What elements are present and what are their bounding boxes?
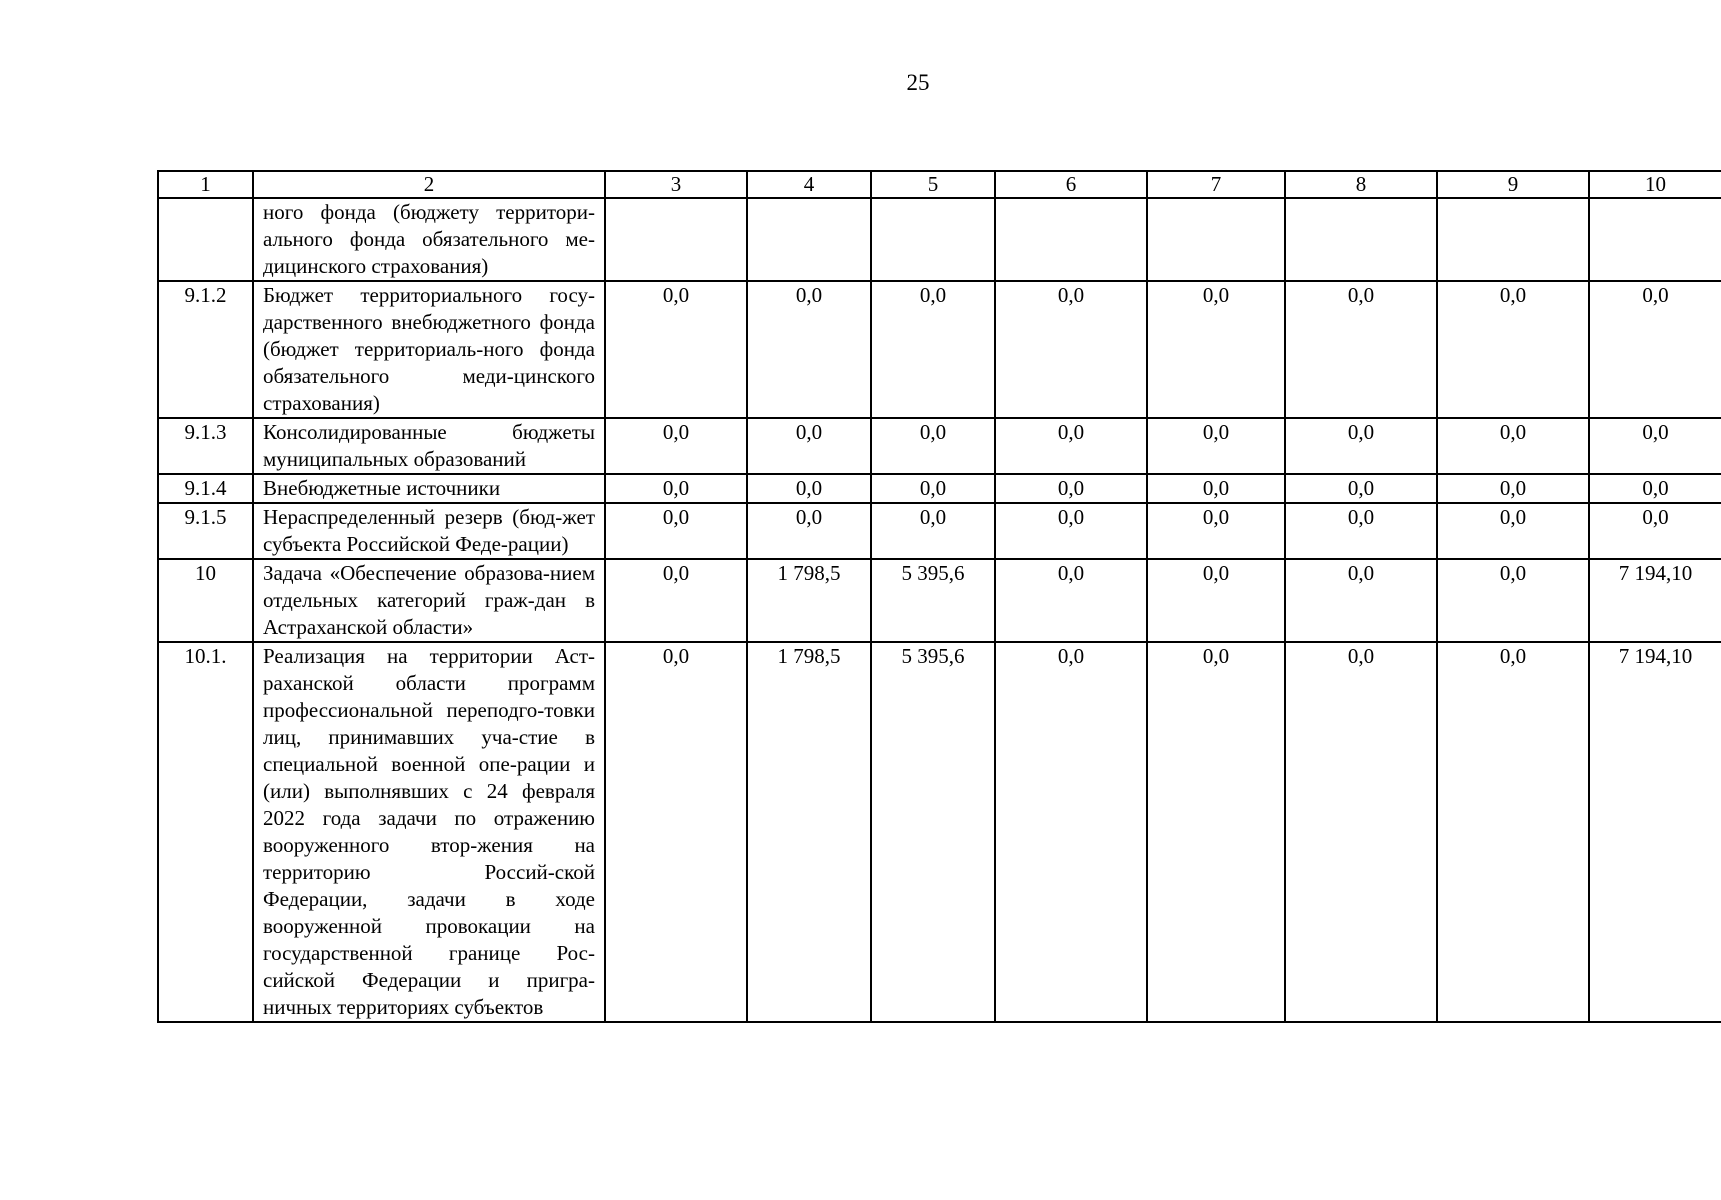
value-cell: 0,0 [1437,474,1589,503]
value-cell: 0,0 [605,418,747,474]
column-header: 2 [253,171,605,198]
value-cell: 0,0 [871,281,995,418]
value-cell: 1 798,5 [747,559,871,642]
table-row [158,418,1721,474]
row-number: 10 [158,559,253,642]
header-row [158,171,1721,198]
row-number: 9.1.2 [158,281,253,418]
row-description: Консолидированные бюджеты муниципальных образований [253,418,605,474]
row-description: Внебюджетные источники [253,474,605,503]
column-header: 5 [871,171,995,198]
value-cell: 0,0 [995,281,1147,418]
value-cell: 0,0 [1147,559,1285,642]
value-cell: 0,0 [1147,474,1285,503]
table-row [158,281,1721,418]
value-cell: 0,0 [1437,503,1589,559]
value-cell [1147,198,1285,281]
value-cell: 0,0 [1285,418,1437,474]
value-cell: 0,0 [1285,281,1437,418]
value-cell [995,198,1147,281]
page-number [0,70,1721,96]
column-header: 1 [158,171,253,198]
value-cell: 0,0 [995,642,1147,1022]
column-header: 10 [1589,171,1721,198]
value-cell: 0,0 [1589,503,1721,559]
table-row [158,503,1721,559]
value-cell: 0,0 [605,642,747,1022]
value-cell: 0,0 [605,281,747,418]
row-number [158,198,253,281]
value-cell: 0,0 [1437,642,1589,1022]
row-number: 10.1. [158,642,253,1022]
value-cell: 0,0 [605,474,747,503]
column-header: 7 [1147,171,1285,198]
value-cell: 0,0 [995,559,1147,642]
value-cell: 0,0 [1285,642,1437,1022]
value-cell: 0,0 [1589,418,1721,474]
value-cell: 5 395,6 [871,559,995,642]
value-cell: 0,0 [747,503,871,559]
row-number: 9.1.5 [158,503,253,559]
value-cell: 0,0 [1147,642,1285,1022]
value-cell: 0,0 [747,418,871,474]
value-cell: 0,0 [605,559,747,642]
value-cell: 0,0 [1147,418,1285,474]
value-cell: 0,0 [871,474,995,503]
column-header: 3 [605,171,747,198]
value-cell [1285,198,1437,281]
value-cell: 0,0 [1589,281,1721,418]
value-cell: 0,0 [1147,281,1285,418]
value-cell: 0,0 [1437,418,1589,474]
value-cell: 0,0 [1437,281,1589,418]
value-cell: 0,0 [995,418,1147,474]
value-cell: 0,0 [871,418,995,474]
row-description: Реализация на территории Аст-раханской области программ профессиональной переподго-товки лиц, принимавших уча-стие в специальной военной опе-рации и (или) выполнявших с 24 февраля 2022 года задачи по отражению вооруженного втор-жения на территорию Россий-ской Федерации, задачи в ходе вооруженной провокации на государственной границе Рос-сийской Федерации и пригра-ничных территориях субъектов [253,642,605,1022]
value-cell: 0,0 [1147,503,1285,559]
value-cell [605,198,747,281]
value-cell: 0,0 [1285,474,1437,503]
value-cell: 0,0 [1285,559,1437,642]
table-row [158,559,1721,642]
row-description: Бюджет территориального госу-дарственного внебюджетного фонда (бюджет территориаль-ного фонда обязательного меди-цинского страхования) [253,281,605,418]
row-number: 9.1.4 [158,474,253,503]
value-cell: 0,0 [1589,474,1721,503]
value-cell: 0,0 [747,474,871,503]
value-cell: 0,0 [995,503,1147,559]
column-header: 8 [1285,171,1437,198]
table-row [158,474,1721,503]
column-header: 9 [1437,171,1589,198]
value-cell: 0,0 [871,503,995,559]
value-cell: 0,0 [1437,559,1589,642]
value-cell [1589,198,1721,281]
value-cell: 7 194,10 [1589,559,1721,642]
page-number-text: 25 [906,70,930,95]
row-number: 9.1.3 [158,418,253,474]
column-header: 6 [995,171,1147,198]
table-row [158,198,1721,281]
value-cell: 1 798,5 [747,642,871,1022]
value-cell: 7 194,10 [1589,642,1721,1022]
value-cell [747,198,871,281]
column-header: 4 [747,171,871,198]
value-cell: 0,0 [605,503,747,559]
value-cell: 5 395,6 [871,642,995,1022]
value-cell [871,198,995,281]
row-description: Задача «Обеспечение образова-нием отдельных категорий граж-дан в Астраханской области» [253,559,605,642]
table-row [158,642,1721,1022]
value-cell [1437,198,1589,281]
value-cell: 0,0 [747,281,871,418]
value-cell: 0,0 [1285,503,1437,559]
row-description: ного фонда (бюджету территори-ального фонда обязательного ме-дицинского страхования) [253,198,605,281]
row-description: Нераспределенный резерв (бюд-жет субъекта Российской Феде-рации) [253,503,605,559]
value-cell: 0,0 [995,474,1147,503]
budget-table [157,170,1721,1023]
